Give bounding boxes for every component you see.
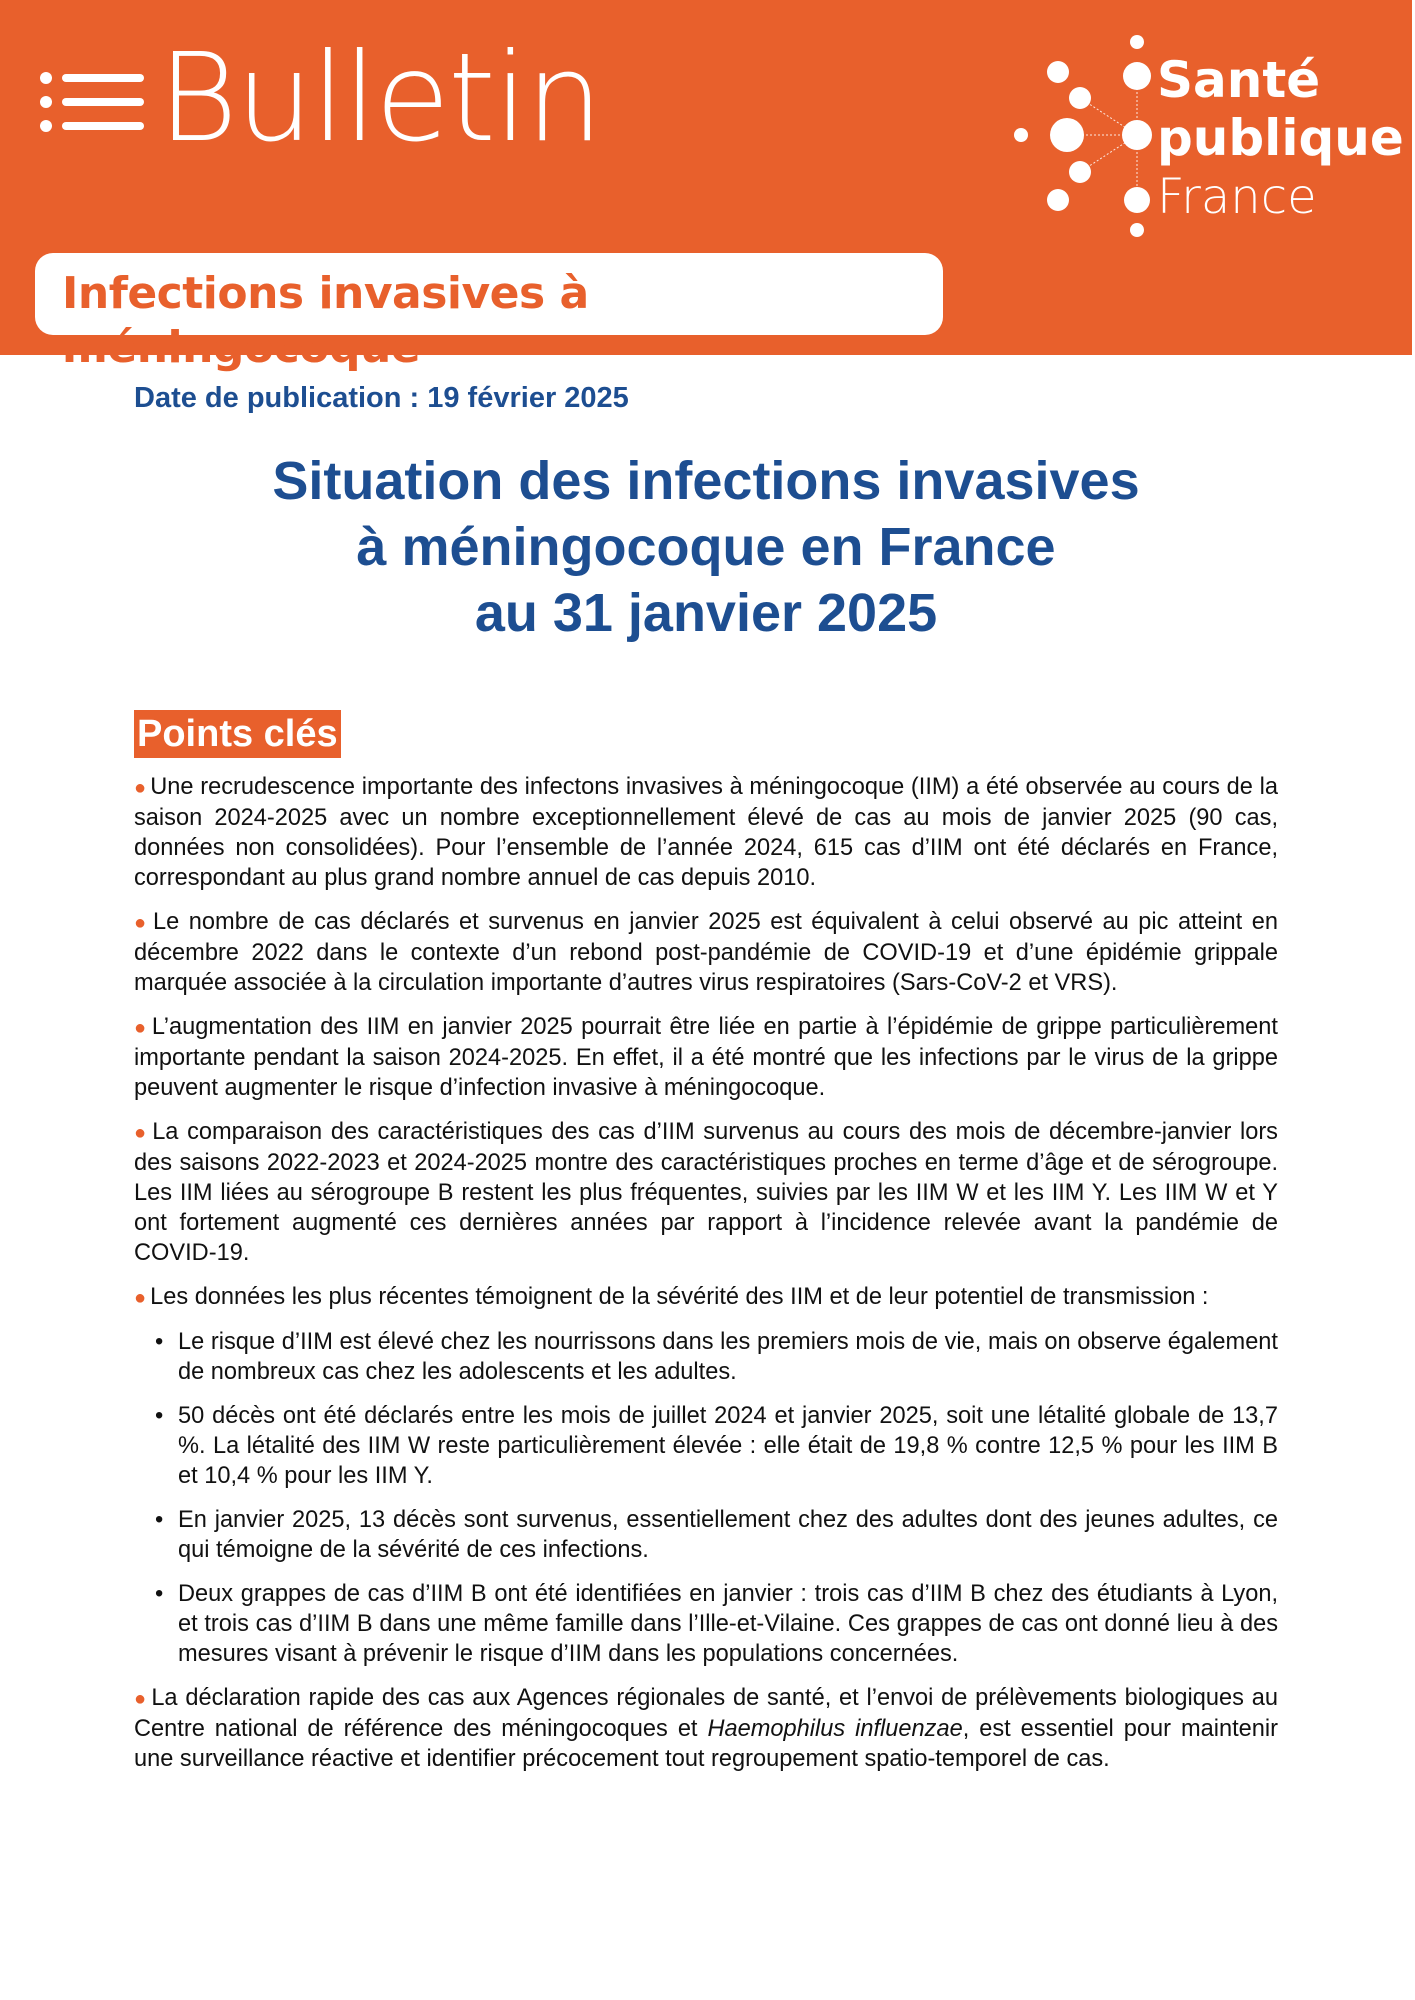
logo-text-publique: publique	[1157, 109, 1404, 167]
sub-bullet-list	[134, 1327, 1278, 1669]
key-point-paragraph: ● La déclaration rapide des cas aux Agences régionales de santé, et l’envoi de prélèvements biologiques au Centre national de référence des méningocoques et Haemophilus influenzae, est essentiel pour maintenir une surveillance réactive et identifier précocement tout regroupement spatio-temporel de cas.	[134, 1685, 1278, 1772]
bullet-dot-icon: ●	[134, 1122, 149, 1144]
title-line-3: au 31 janvier 2025	[474, 583, 938, 643]
bullet-dot-icon: ●	[134, 777, 147, 799]
key-point-paragraph: ● L’augmentation des IIM en janvier 2025 pourrait être liée en partie à l’épidémie de grippe particulièrement importante pendant la saison 2024-2025. En effet, il a été montré que les infections par le virus de la grippe peuvent augmenter le risque d’infection invasive à méningocoque.	[134, 1014, 1278, 1101]
bullet-dot-icon: ●	[134, 1017, 148, 1039]
logo-text-sante: Santé	[1157, 51, 1321, 109]
list-item: • Le risque d’IIM est élevé chez les nourrissons dans les premiers mois de vie, mais on observe également de nombreux cas chez les adolescents et les adultes.	[178, 1327, 1278, 1387]
list-item: • Deux grappes de cas d’IIM B ont été identifiées en janvier : trois cas d’IIM B chez des étudiants à Lyon, et trois cas d’IIM B dans une même famille dans l’Ille-et-Vilaine. Ces grappes de cas ont donné lieu à des mesures visant à prévenir le risque d’IIM dans les populations concernées.	[178, 1579, 1278, 1669]
key-point-paragraph: ● Les données les plus récentes témoignent de la sévérité des IIM et de leur potentiel de transmission :	[134, 1284, 1209, 1310]
bullet-dot-icon: ●	[134, 912, 150, 934]
network-dots-icon	[1005, 30, 1155, 245]
key-point-paragraph: ● Le nombre de cas déclarés et survenus en janvier 2025 est équivalent à celui observé au pic atteint en décembre 2022 dans le contexte d’un rebond post-pandémie de COVID-19 et d’une épidémie grippale marquée associée à la circulation importante d’autres virus respiratoires (Sars-CoV-2 et VRS).	[134, 909, 1278, 996]
header-banner	[0, 0, 1412, 373]
bullet-dot-icon: ●	[134, 1688, 148, 1710]
list-item: • 50 décès ont été déclarés entre les mois de juillet 2024 et janvier 2025, soit une létalité globale de 13,7 %. La létalité des IIM W reste particulièrement élevée : elle était de 19,8 % contre 12,5 % pour les IIM B et 10,4 % pour les IIM Y.	[178, 1401, 1278, 1491]
title-line-1: Situation des infections invasives	[272, 451, 1140, 511]
sante-publique-france-logo	[1005, 30, 1405, 245]
key-points-heading: Points clés	[134, 710, 341, 758]
species-name: Haemophilus influenzae	[707, 1716, 963, 1742]
bullet-dot-icon: ●	[134, 1287, 147, 1309]
key-point-paragraph: ● Une recrudescence importante des infectons invasives à méningocoque (IIM) a été observée au cours de la saison 2024-2025 avec un nombre exceptionnellement élevé de cas au mois de janvier 2025 (90 cas, données non consolidées). Pour l’ensemble de l’année 2024, 615 cas d’IIM ont été déclarés en France, correspondant au plus grand nombre annuel de cas depuis 2010.	[134, 774, 1278, 891]
bulletin-label: Bulletin	[158, 27, 602, 169]
key-point-paragraph: ● La comparaison des caractéristiques des cas d’IIM survenus au cours des mois de décembre-janvier lors des saisons 2022-2023 et 2024-2025 montre des caractéristiques proches en terme d’âge et de sérogroupe. Les IIM liées au sérogroupe B restent les plus fréquentes, suivies par les IIM W et les IIM Y. Les IIM W et Y ont fortement augmenté ces dernières années par rapport à l’incidence relevée avant la pandémie de COVID-19.	[134, 1119, 1278, 1266]
publication-date: Date de publication : 19 février 2025	[134, 382, 629, 414]
list-icon	[40, 70, 145, 134]
list-item: • En janvier 2025, 13 décès sont survenus, essentiellement chez des adultes dont des jeunes adultes, ce qui témoigne de la sévérité de ces infections.	[178, 1505, 1278, 1565]
key-points-content	[134, 772, 1278, 1788]
topic-label: Infections invasives à méningocoque	[62, 268, 589, 373]
title-line-2: à méningocoque en France	[356, 517, 1056, 577]
logo-text-france: France	[1157, 169, 1317, 225]
topic-banner	[35, 253, 943, 373]
page-title	[134, 448, 1278, 646]
